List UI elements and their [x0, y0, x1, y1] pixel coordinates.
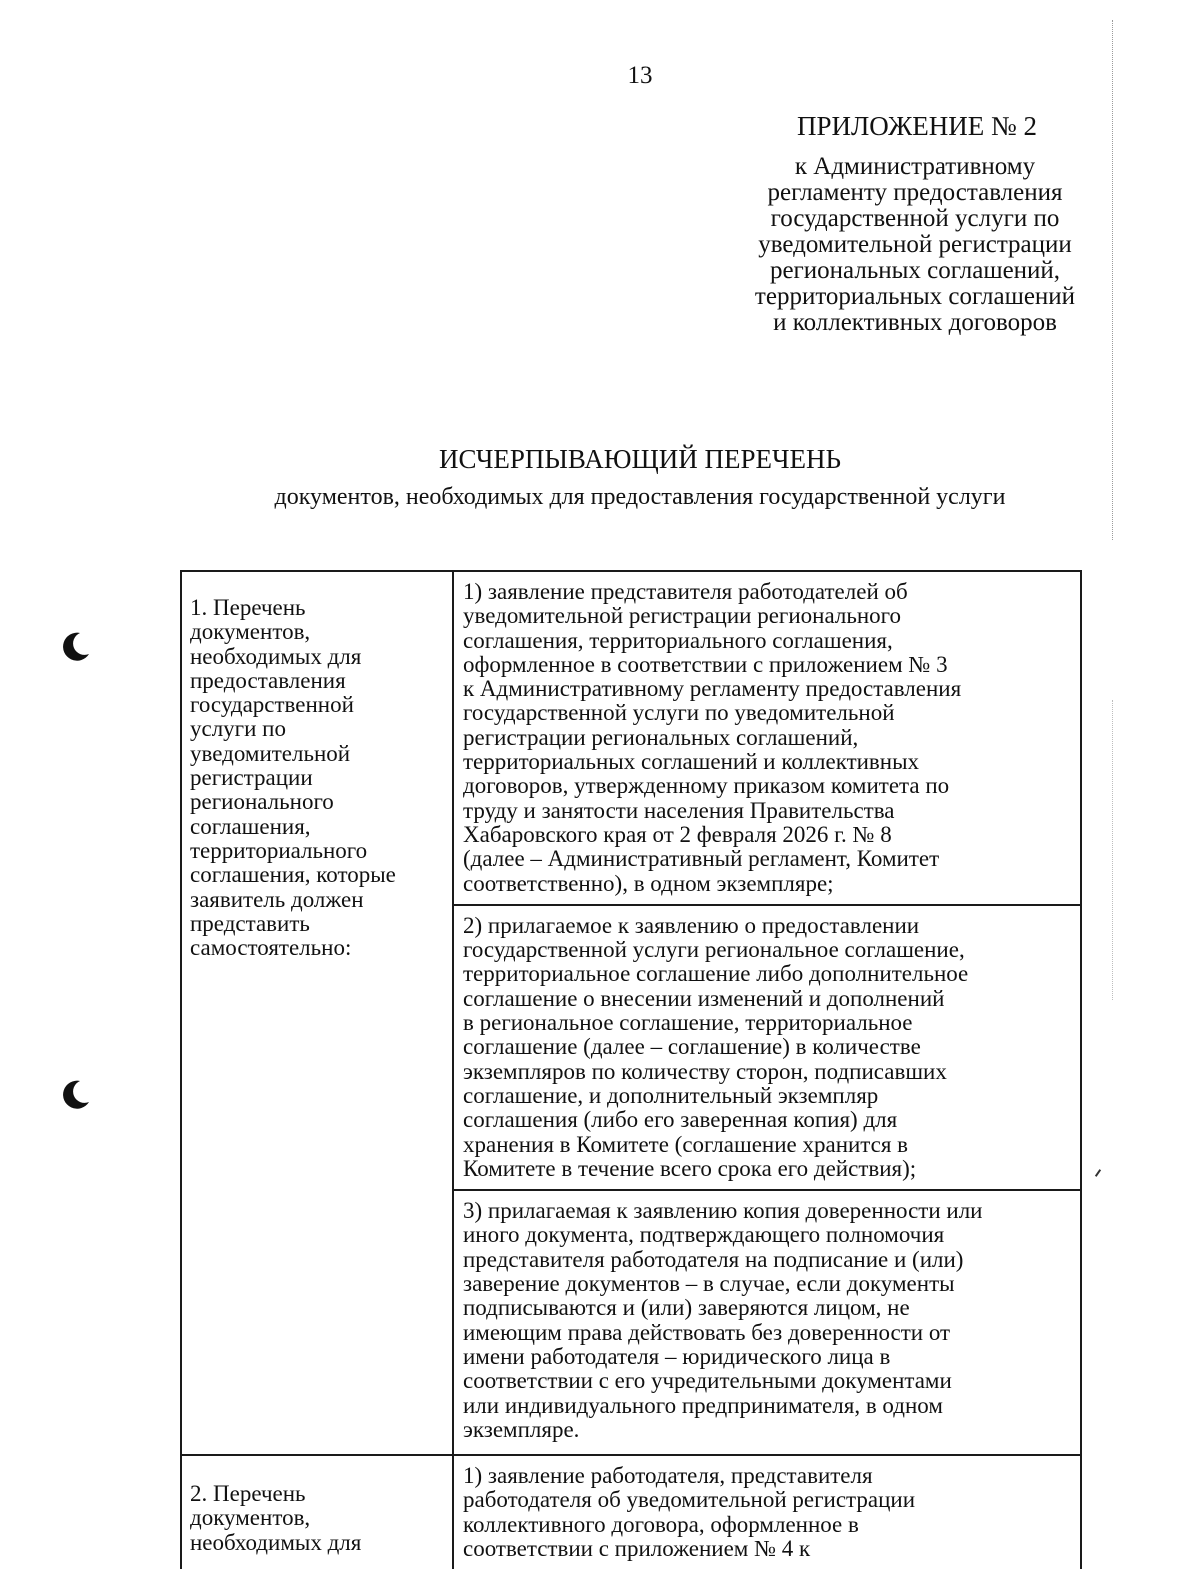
label-line: 2. Перечень	[190, 1481, 306, 1507]
item-line: соглашение (далее – соглашение) в количестве	[463, 1034, 921, 1060]
label-line: заявитель должен	[190, 886, 364, 912]
item-line: иного документа, подтверждающего полномочия	[463, 1222, 945, 1248]
label-line: 1. Перечень	[190, 595, 306, 620]
item-line: соответственно), в одном экземпляре;	[463, 870, 834, 896]
item-line: экземпляров по количеству сторон, подписавших	[463, 1058, 947, 1084]
label-line: предоставления	[190, 667, 346, 693]
section-1-item-1	[453, 571, 1081, 905]
section-1-item-2	[453, 905, 1081, 1190]
label-line: регионального	[190, 789, 334, 815]
item-line: Комитете в течение всего срока его действия);	[463, 1155, 917, 1181]
item-line: 3) прилагаемая к заявлению копия доверенности или	[463, 1198, 983, 1224]
appendix-line: региональных соглашений,	[769, 256, 1061, 284]
item-line: подписываются и (или) заверяются лицом, не	[463, 1295, 910, 1321]
documents-table	[180, 570, 1082, 1569]
label-line: соглашения,	[190, 813, 311, 839]
page-number: 13	[627, 62, 653, 89]
punch-hole-icon	[58, 1078, 92, 1112]
item-line: территориальное соглашение либо дополнительное	[463, 961, 969, 987]
item-line: работодателя об уведомительной регистрации	[463, 1487, 916, 1513]
appendix-title: ПРИЛОЖЕНИЕ № 2	[796, 111, 1038, 141]
item-line: регистрации региональных соглашений,	[463, 724, 859, 750]
item-line: 2) прилагаемое к заявлению о предоставлении	[463, 912, 920, 938]
item-line: государственной услуги по уведомительной	[463, 700, 895, 726]
item-line: государственной услуги региональное соглашение,	[463, 937, 965, 963]
scan-edge-marks	[1112, 700, 1115, 1000]
label-line: представить	[190, 910, 310, 936]
appendix-line: территориальных соглашений	[754, 282, 1076, 310]
item-line: заверение документов – в случае, если документы	[463, 1271, 955, 1297]
item-line: в региональное соглашение, территориальное	[463, 1010, 913, 1036]
item-line: экземпляре.	[463, 1416, 580, 1442]
document-title: ИСЧЕРПЫВАЮЩИЙ ПЕРЕЧЕНЬ	[438, 444, 842, 474]
item-line: или индивидуального предпринимателя, в одном	[463, 1392, 943, 1418]
item-line: территориальных соглашений и коллективных	[463, 749, 920, 775]
item-line: 1) заявление работодателя, представителя	[463, 1463, 873, 1489]
section-1-item-3	[453, 1190, 1081, 1455]
label-line: соглашения, которые	[190, 862, 396, 888]
item-line: к Административному регламенту предоставления	[463, 676, 962, 702]
item-line: соглашения, территориального соглашения,	[463, 627, 893, 653]
label-line: документов,	[190, 619, 311, 645]
item-line: коллективного договора, оформленное в	[463, 1511, 859, 1537]
item-line: соглашение о внесении изменений и дополнений	[463, 985, 945, 1011]
label-line: самостоятельно:	[190, 935, 352, 961]
item-line: соглашение, и дополнительный экземпляр	[463, 1082, 879, 1108]
scan-tick-mark	[1095, 1169, 1101, 1177]
item-line: уведомительной регистрации регионального	[463, 603, 902, 629]
item-line: представителя работодателя на подписание и (или)	[463, 1246, 964, 1272]
document-subtitle: документов, необходимых для предоставления государственной услуги	[274, 484, 1006, 510]
section-2-label	[181, 1455, 453, 1569]
appendix-line: регламенту предоставления	[767, 178, 1063, 206]
table-row	[181, 1455, 1081, 1569]
item-line: имени работодателя – юридического лица в	[463, 1343, 891, 1369]
appendix-line: государственной услуги по	[770, 204, 1060, 232]
label-line: регистрации	[190, 765, 313, 791]
item-line: труду и занятости населения Правительства	[463, 797, 895, 823]
item-line: (далее – Административный регламент, Комитет	[463, 846, 940, 872]
item-line: договоров, утвержденному приказом комитета по	[463, 773, 950, 799]
appendix-line: к Административному	[794, 152, 1036, 180]
appendix-line: уведомительной регистрации	[758, 230, 1072, 258]
punch-hole-icon	[58, 630, 92, 664]
section-1-label	[181, 571, 453, 1455]
appendix-header	[700, 112, 1130, 336]
table-row	[181, 571, 1081, 905]
section-2-item-1	[453, 1455, 1081, 1569]
label-line: необходимых для	[190, 1529, 362, 1555]
label-line: государственной	[190, 692, 354, 718]
label-line: уведомительной	[190, 740, 351, 766]
item-line: оформленное в соответствии с приложением № 3	[463, 651, 948, 677]
item-line: соглашения (либо его заверенная копия) для	[463, 1107, 898, 1133]
item-line: соответствии с приложением № 4 к	[463, 1535, 811, 1561]
label-line: необходимых для	[190, 643, 362, 669]
label-line: территориального	[190, 837, 368, 863]
scan-edge-marks	[1112, 20, 1115, 540]
label-line: услуги по	[190, 716, 286, 742]
appendix-line: и коллективных договоров	[773, 308, 1057, 336]
label-line: документов,	[190, 1505, 311, 1531]
item-line: хранения в Комитете (соглашение хранится в	[463, 1131, 909, 1157]
item-line: Хабаровского края от 2 февраля 2026 г. № 8	[463, 821, 892, 847]
item-line: имеющим права действовать без доверенности от	[463, 1319, 951, 1345]
item-line: 1) заявление представителя работодателей об	[463, 579, 908, 604]
item-line: соответствии с его учредительными документами	[463, 1368, 952, 1394]
